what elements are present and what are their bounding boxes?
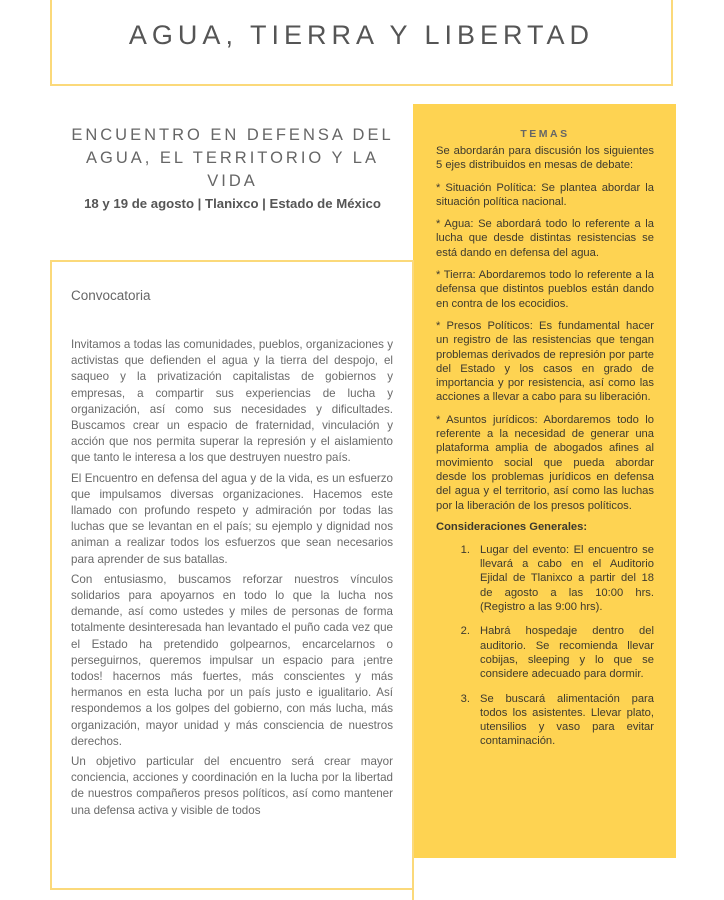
tema-item: * Asuntos jurídicos: Abordaremos todo lo referente a la necesidad de generar una plataforma amplia de abogados afines al movimiento social que pueda abordar desde los problemas jurídicos en defensa del agua y el territorio, así como las luchas por la liberación de los presos políticos. [436,413,654,512]
tema-item: * Tierra: Abordaremos todo lo referente a la defensa que distintos pueblos están dando en contra de los ecocidios. [436,269,654,310]
header-box [50,0,673,86]
considerations-list [436,543,654,749]
item-text: Habrá hospedaje dentro del auditorio. Se recomienda llevar cobijas, sleeping y lo que se considere adecuado para dormir. [480,625,654,681]
tema-item: * Situación Política: Se plantea abordar la situación política nacional. [436,181,654,208]
paragraph: Un objetivo particular del encuentro será crear mayor conciencia, acciones y coordinación en la lucha por la libertad de nuestros compañeros presos políticos, así como mantener una defensa activa y visible de todos [71,755,393,817]
consideration-item [436,692,654,749]
item-number: 1. [460,543,470,556]
temas-panel [413,104,676,858]
considerations-title: Consideraciones Generales: [436,520,588,533]
tema-item: * Agua: Se abordará todo lo referente a la lucha que desde distintas resistencias se está dando en defensa del agua. [436,218,654,259]
consideration-item [436,624,654,681]
event-date-location: 18 y 19 de agosto | Tlanixco | Estado de México [84,196,381,211]
item-text: Lugar del evento: El encuentro se llevará a cabo en el Auditorio Ejidal de Tlanixco a partir del 18 de agosto a las 10:00 hrs. (Registro a las 9:00 hrs). [480,543,654,614]
temas-title: TEMAS [520,128,570,140]
event-block [60,124,405,211]
event-title: ENCUENTRO EN DEFENSA DEL AGUA, EL TERRITORIO Y LA VIDA [71,126,394,190]
temas-intro: Se abordarán para discusión los siguientes 5 ejes distribuidos en mesas de debate: [436,145,654,172]
convocatoria-body [71,337,393,823]
item-number: 3. [460,692,470,705]
paragraph: Con entusiasmo, buscamos reforzar nuestros vínculos solidarios para apoyarnos en todo lo que la lucha nos demande, así como ustedes y miles de personas de forma totalmente desinteresada han levantado el puño cada vez que el Estado ha pretendido golpearnos, encarcelarnos o perseguirnos, queremos impulsar un espacio para ¡entre todos! hacernos más fuertes, más conscientes y más hermanos en esta lucha por un país justo e igualitario. Así respondemos a los golpes del gobierno, con más lucha, más organización, mayor unidad y más consciencia de nuestros derechos. [71,572,393,748]
item-number: 2. [460,625,470,638]
divider-line [412,850,414,900]
paragraph: Invitamos a todas las comunidades, pueblos, organizaciones y activistas que defienden el agua y la tierra del despojo, el saqueo y la privatización capitalistas de gobiernos y empresas, a compartir sus experiencias de lucha y organización, así como sus necesidades y dificultades. Buscamos crear un espacio de fraternidad, vinculación y acción que nos permita superar la represión y el aislamiento que tanto le interesa a los que destruyen nuestro país. [71,338,393,465]
tema-item: * Presos Políticos: Es fundamental hacer un registro de las resistencias que tengan problemas derivados de represión por parte del Estado y los casos en grado de importancia y por resistencia, así como las acciones a llevar a cabo para su liberación. [436,319,654,404]
item-text: Se buscará alimentación para todos los asistentes. Llevar plato, utensilios y vaso para evitar contaminación. [480,692,654,748]
paragraph: El Encuentro en defensa del agua y de la vida, es un esfuerzo que impulsamos diversas organizaciones. Hacemos este llamado con profundo respeto y admiración por todas las luchas que se levantan en el país; su ejemplo y dignidad nos animan a realizar todos los esfuerzos que sean necesarios para aprender de sus batallas. [71,471,393,566]
consideration-item [436,543,654,614]
convocatoria-heading: Convocatoria [71,288,151,303]
main-title: AGUA, TIERRA Y LIBERTAD [128,20,595,50]
